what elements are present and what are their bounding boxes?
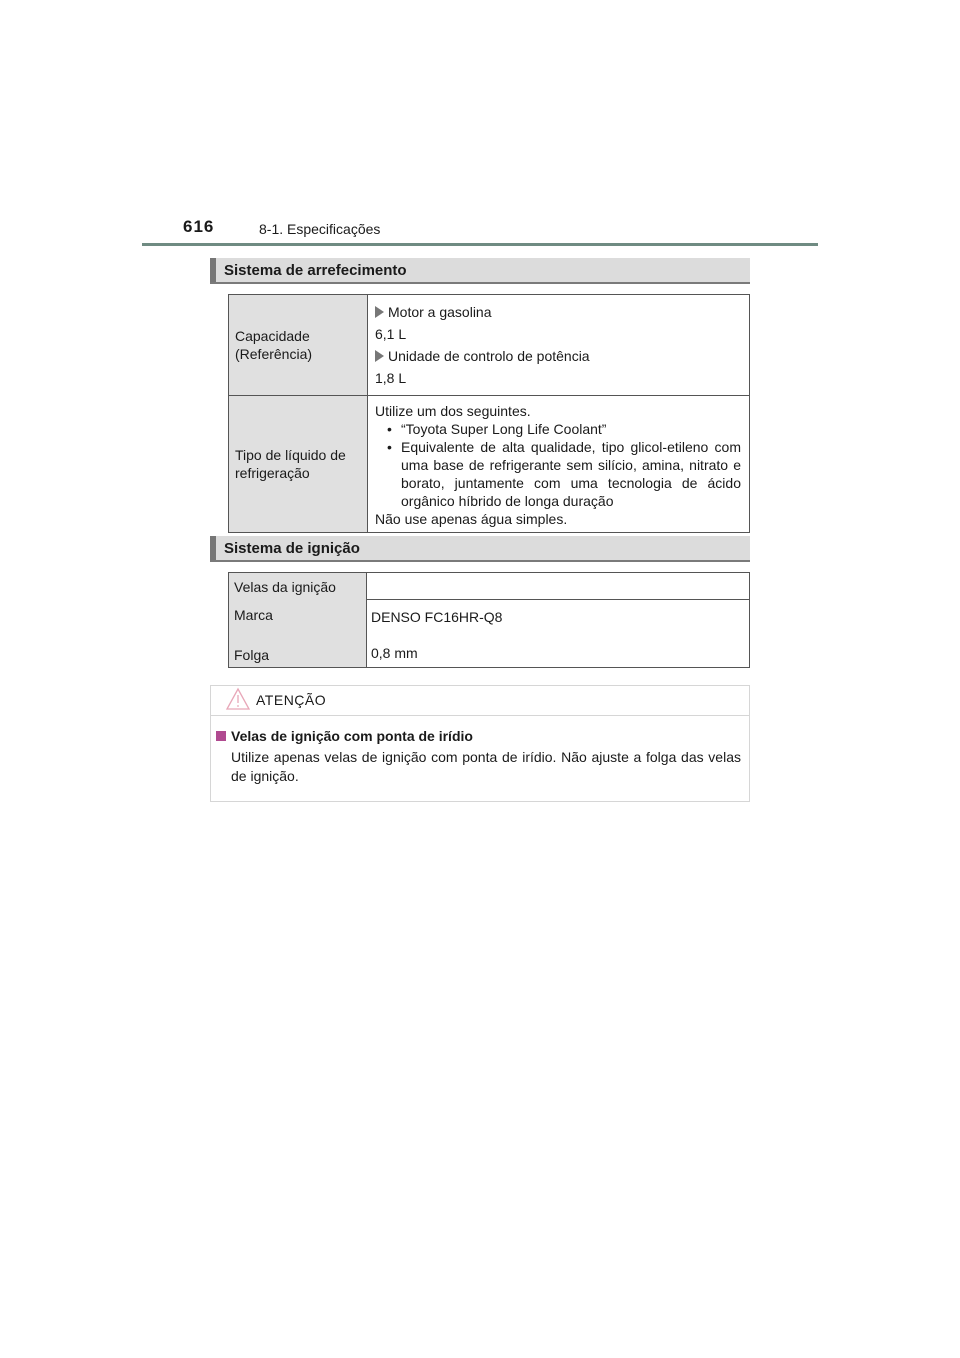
gap-label: Folga bbox=[234, 647, 270, 663]
engine-row bbox=[375, 303, 741, 321]
capacity-values bbox=[368, 295, 750, 396]
cooling-section-title: Sistema de arrefecimento bbox=[224, 262, 407, 279]
bullet-dot: • bbox=[387, 439, 392, 455]
triangle-bullet-icon bbox=[375, 306, 384, 318]
coolant-intro: Utilize um dos seguintes. bbox=[375, 403, 531, 419]
pcu-row bbox=[375, 347, 741, 365]
coolant-option-text: “Toyota Super Long Life Coolant” bbox=[401, 421, 607, 437]
coolant-type-label: Tipo de líquido de refrigeração bbox=[229, 396, 368, 533]
warning-subtitle: Velas de ignição com ponta de irídio bbox=[231, 728, 473, 744]
engine-label: Motor a gasolina bbox=[388, 304, 492, 320]
brand-value: DENSO FC16HR-Q8 bbox=[371, 609, 503, 625]
warning-title: ATENÇÃO bbox=[256, 692, 327, 708]
cooling-spec-table bbox=[228, 294, 750, 533]
coolant-note: Não use apenas água simples. bbox=[375, 511, 568, 527]
table-divider bbox=[366, 599, 749, 600]
pcu-label: Unidade de controlo de potência bbox=[388, 348, 590, 364]
warning-body: Utilize apenas velas de ignição com ponta de irídio. Não ajuste a folga das velas de ignição. bbox=[231, 749, 741, 784]
triangle-bullet-icon bbox=[375, 350, 384, 362]
pcu-value: 1,8 L bbox=[375, 370, 407, 386]
coolant-option bbox=[375, 438, 741, 510]
heading-bar bbox=[210, 536, 216, 560]
spark-plugs-label: Velas da ignição bbox=[234, 579, 336, 595]
coolant-type-values bbox=[368, 396, 750, 533]
ignition-section-heading bbox=[210, 536, 750, 562]
warning-box bbox=[210, 685, 750, 802]
ignition-spec-table bbox=[228, 572, 750, 668]
cooling-section-heading bbox=[210, 258, 750, 284]
gap-value: 0,8 mm bbox=[371, 645, 418, 661]
warning-triangle-icon bbox=[225, 687, 251, 711]
brand-label: Marca bbox=[234, 607, 273, 623]
warning-header bbox=[211, 686, 749, 716]
capacity-label: Capacidade (Referência) bbox=[229, 295, 368, 396]
table-row bbox=[229, 396, 750, 533]
coolant-option-text: Equivalente de alta qualidade, tipo glicol-etileno com uma base de refrigerante sem silício, amina, nitrato e borato, juntamente com uma tecnologia de ácido orgânico híbrido de longa duração bbox=[401, 439, 741, 509]
coolant-option bbox=[375, 420, 741, 438]
page-number: 616 bbox=[183, 217, 215, 236]
section-square-icon bbox=[216, 731, 226, 741]
ignition-section-title: Sistema de ignição bbox=[224, 540, 360, 557]
engine-value: 6,1 L bbox=[375, 326, 407, 342]
heading-bar bbox=[210, 258, 216, 282]
table-row bbox=[229, 295, 750, 396]
bullet-dot: • bbox=[387, 421, 392, 437]
section-title: 8-1. Especificações bbox=[259, 221, 381, 237]
header-divider bbox=[142, 243, 818, 246]
